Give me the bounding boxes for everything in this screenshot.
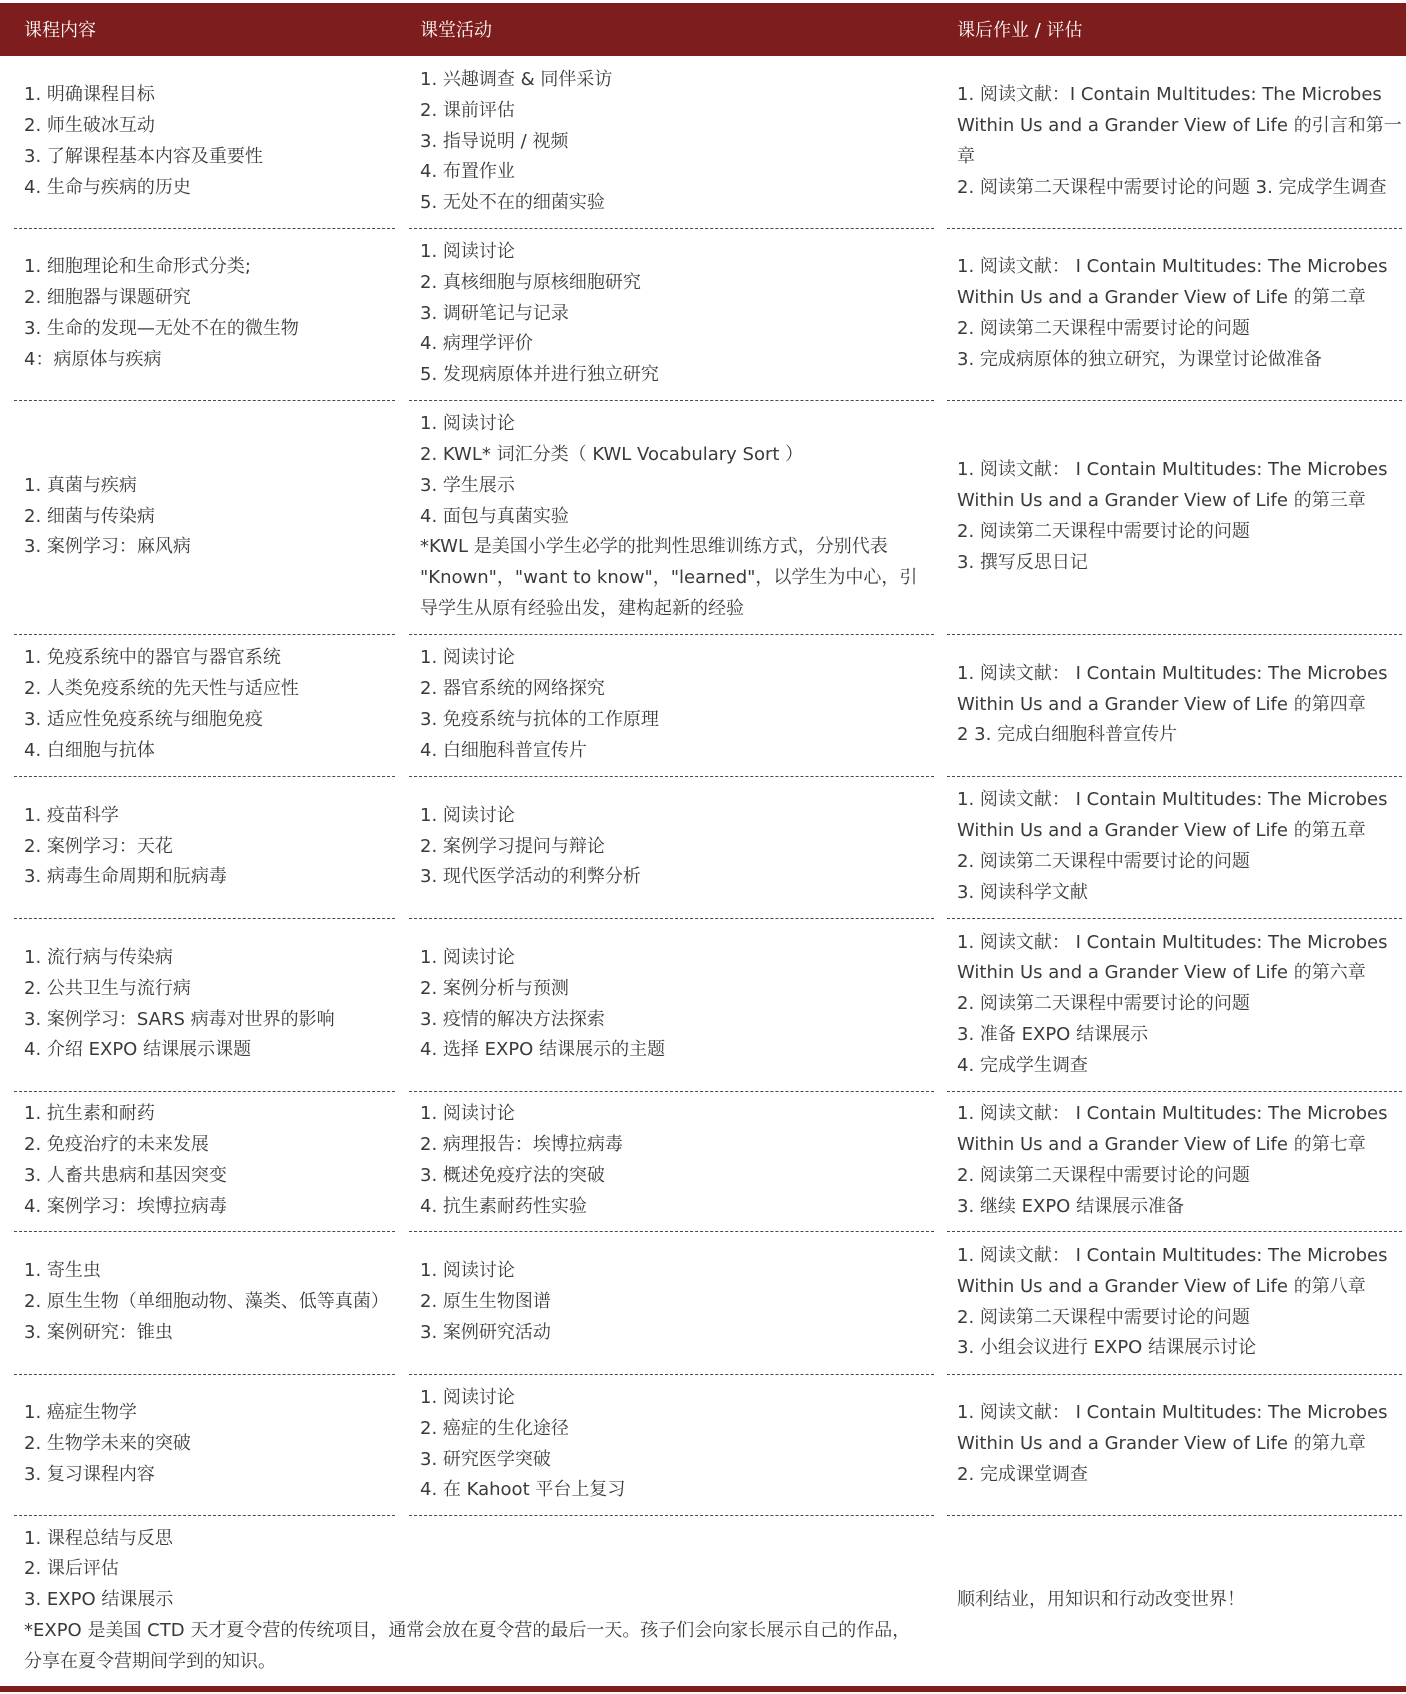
activities-cell	[420, 58, 940, 226]
cell-line: 4. 选择 EXPO 结课展示的主题	[420, 1039, 666, 1061]
cell-line: 3. 适应性免疫系统与细胞免疫	[24, 709, 263, 730]
content-cell	[24, 402, 404, 632]
cell-line: 3. 案例学习：麻风病	[24, 536, 191, 558]
cell-line: 4. 生命与疾病的历史	[24, 176, 191, 198]
row-separator	[947, 1374, 1402, 1375]
cell-line: 3. 病毒生命周期和朊病毒	[24, 866, 227, 888]
row-separator	[409, 918, 934, 919]
cell-line: 2. 案例学习提问与辩论	[420, 835, 605, 857]
cell-line: 2. 阅读第二天课程中需要讨论的问题	[957, 521, 1250, 542]
cell-line: 2. 免疫治疗的未来发展	[24, 1134, 209, 1156]
homework-cell	[957, 1093, 1397, 1229]
cell-line: 1. 阅读讨论	[420, 946, 515, 968]
cell-line: 4. 抗生素耐药性实验	[420, 1195, 587, 1217]
cell-line: 1. 课程总结与反思	[24, 1527, 173, 1549]
row-separator	[14, 1515, 395, 1516]
cell-line: 1. 阅读文献： I Contain Multitudes: The Microbes	[957, 459, 1388, 481]
cell-line: *EXPO 是美国 CTD 天才夏令营的传统项目，通常会放在夏令营的最后一天。孩子们会向家长展示自己的作品，	[24, 1619, 911, 1641]
cell-line: 1. 阅读文献： I Contain Multitudes: The Microbes	[957, 789, 1388, 811]
cell-line: 4. 案例学习：埃博拉病毒	[24, 1195, 227, 1217]
cell-line: 2. 原生生物图谱	[420, 1291, 551, 1313]
cell-line: Within Us and a Grander View of Life 的第三章	[957, 490, 1366, 512]
content-cell	[24, 1517, 911, 1684]
cell-line: 3. 免疫系统与抗体的工作原理	[420, 709, 659, 730]
cell-line: 2. 公共卫生与流行病	[24, 977, 191, 999]
cell-line: 1. 阅读文献： I Contain Multitudes: The Microbes	[957, 1103, 1388, 1125]
cell-line: 4. 在 Kahoot 平台上复习	[420, 1479, 626, 1501]
cell-line: 1. 流行病与传染病	[24, 946, 173, 968]
cell-line: "Known"，"want to know"，"learned"，以学生为中心，引	[420, 567, 918, 589]
cell-line: 2. 器官系统的网络探究	[420, 678, 605, 700]
cell-line: 1. 疫苗科学	[24, 804, 119, 826]
cell-line: 2. 原生生物（单细胞动物、藻类、低等真菌）	[24, 1291, 389, 1313]
cell-line: 2. 案例分析与预测	[420, 977, 569, 999]
cell-line: 1. 阅读讨论	[420, 647, 515, 669]
cell-line: 章	[957, 146, 975, 167]
cell-line: Within Us and a Grander View of Life 的引言和第一	[957, 115, 1402, 137]
header-homework: 课后作业 / 评估	[957, 20, 1083, 41]
cell-line: 3. 小组会议进行 EXPO 结课展示讨论	[957, 1337, 1257, 1359]
cell-line: 顺利结业，用知识和行动改变世界！	[957, 1589, 1245, 1611]
cell-line: 2. 阅读第二天课程中需要讨论的问题 3. 完成学生调查	[957, 176, 1387, 198]
cell-line: 2. 生物学未来的突破	[24, 1433, 191, 1455]
activities-cell	[420, 1093, 940, 1229]
row-separator	[409, 1231, 934, 1232]
table-header	[0, 3, 1406, 56]
cell-line: 分享在夏令营期间学到的知识。	[24, 1650, 276, 1672]
homework-cell	[957, 1517, 1397, 1684]
activities-cell	[420, 778, 940, 916]
cell-line: 4. 病理学评价	[420, 333, 533, 355]
activities-cell	[420, 1233, 940, 1372]
cell-line: 2. 完成课堂调查	[957, 1463, 1088, 1485]
cell-line: 1. 阅读讨论	[420, 804, 515, 826]
cell-line: 2. 案例学习：天花	[24, 835, 173, 857]
cell-line: 3. 撰写反思日记	[957, 551, 1088, 573]
cell-line: 2. 师生破冰互动	[24, 115, 155, 137]
row-separator	[409, 228, 934, 229]
row-separator	[14, 918, 395, 919]
cell-line: 3. 案例研究：锥虫	[24, 1321, 173, 1343]
cell-line: 2. 阅读第二天课程中需要讨论的问题	[957, 1165, 1250, 1186]
cell-line: 3. 案例研究活动	[420, 1321, 551, 1343]
cell-line: 5. 无处不在的细菌实验	[420, 192, 605, 214]
activities-cell	[420, 636, 940, 774]
homework-cell	[957, 58, 1402, 226]
cell-line: 3. EXPO 结课展示	[24, 1589, 174, 1611]
cell-line: 1. 真菌与疾病	[24, 474, 137, 496]
content-cell	[24, 58, 404, 226]
cell-line: 2. 真核细胞与原核细胞研究	[420, 271, 641, 293]
homework-cell	[957, 778, 1397, 916]
cell-line: 1. 阅读文献： I Contain Multitudes: The Microbes	[957, 662, 1388, 684]
cell-line: 2 3. 完成白细胞科普宣传片	[957, 724, 1178, 746]
cell-line: 3. 调研笔记与记录	[420, 302, 569, 324]
cell-line: 3. 准备 EXPO 结课展示	[957, 1023, 1149, 1045]
cell-line: 导学生从原有经验出发，建构起新的经验	[420, 597, 744, 619]
homework-cell	[957, 1376, 1397, 1513]
row-separator	[947, 634, 1402, 635]
cell-line: 1. 阅读讨论	[420, 413, 515, 435]
row-separator	[14, 400, 395, 401]
cell-line: 1. 抗生素和耐药	[24, 1103, 155, 1125]
activities-cell	[420, 402, 940, 632]
cell-line: Within Us and a Grander View of Life 的第九章	[957, 1433, 1366, 1455]
homework-cell	[957, 230, 1397, 398]
cell-line: 1. 阅读文献： I Contain Multitudes: The Microbes	[957, 1244, 1388, 1266]
cell-line: 1. 阅读讨论	[420, 1103, 515, 1125]
row-separator	[14, 776, 395, 777]
row-separator	[14, 1231, 395, 1232]
cell-line: 1. 明确课程目标	[24, 84, 155, 106]
row-separator	[14, 228, 395, 229]
bottom-rule	[0, 1686, 1406, 1692]
cell-line: 2. 课后评估	[24, 1558, 119, 1580]
row-separator	[947, 1515, 1402, 1516]
row-separator	[947, 400, 1402, 401]
activities-cell	[420, 920, 940, 1089]
cell-line: Within Us and a Grander View of Life 的第二章	[957, 287, 1366, 309]
content-cell	[24, 636, 404, 774]
row-separator	[409, 634, 934, 635]
row-separator	[409, 400, 934, 401]
cell-line: 4. 介绍 EXPO 结课展示课题	[24, 1039, 252, 1061]
content-cell	[24, 1376, 404, 1513]
content-cell	[24, 1093, 404, 1229]
row-separator	[409, 1374, 934, 1375]
cell-line: 1. 阅读讨论	[420, 241, 515, 262]
cell-line: 1. 阅读文献：I Contain Multitudes: The Microbes	[957, 84, 1382, 106]
cell-line: 2. 人类免疫系统的先天性与适应性	[24, 678, 299, 700]
cell-line: 1. 阅读文献： I Contain Multitudes: The Microbes	[957, 1402, 1388, 1424]
cell-line: 1. 兴趣调查 & 同伴采访	[420, 69, 613, 90]
cell-line: 1. 细胞理论和生命形式分类;	[24, 256, 251, 278]
homework-cell	[957, 920, 1397, 1089]
cell-line: 4. 白细胞科普宣传片	[420, 739, 587, 761]
cell-line: 3. 了解课程基本内容及重要性	[24, 146, 263, 167]
row-separator	[947, 1231, 1402, 1232]
row-separator	[409, 776, 934, 777]
row-separator	[14, 634, 395, 635]
cell-line: 2. 阅读第二天课程中需要讨论的问题	[957, 318, 1250, 339]
row-separator	[947, 1091, 1402, 1092]
cell-line: 1. 阅读讨论	[420, 1260, 515, 1282]
cell-line: Within Us and a Grander View of Life 的第七章	[957, 1134, 1366, 1156]
cell-line: 3. 复习课程内容	[24, 1463, 155, 1485]
cell-line: 1. 阅读文献： I Contain Multitudes: The Microbes	[957, 256, 1388, 278]
activities-cell	[420, 1376, 940, 1513]
row-separator	[409, 1091, 934, 1092]
cell-line: 3. 继续 EXPO 结课展示准备	[957, 1195, 1185, 1217]
cell-line: 3. 人畜共患病和基因突变	[24, 1165, 227, 1186]
cell-line: 3. 案例学习：SARS 病毒对世界的影响	[24, 1008, 335, 1030]
cell-line: 4. 完成学生调查	[957, 1054, 1088, 1076]
cell-line: 2. 阅读第二天课程中需要讨论的问题	[957, 993, 1250, 1015]
row-separator	[947, 918, 1402, 919]
content-cell	[24, 1233, 404, 1372]
row-separator	[947, 228, 1402, 229]
cell-line: 3. 疫情的解决方法探索	[420, 1008, 605, 1030]
cell-line: *KWL 是美国小学生必学的批判性思维训练方式，分别代表	[420, 536, 888, 558]
cell-line: 1. 免疫系统中的器官与器官系统	[24, 647, 281, 669]
cell-line: 3. 阅读科学文献	[957, 881, 1088, 903]
cell-line: Within Us and a Grander View of Life 的第五章	[957, 820, 1366, 842]
cell-line: 1. 寄生虫	[24, 1260, 101, 1282]
cell-line: 3. 学生展示	[420, 474, 515, 496]
cell-line: 4. 白细胞与抗体	[24, 739, 155, 761]
cell-line: 2. 癌症的生化途径	[420, 1417, 569, 1439]
cell-line: 4. 布置作业	[420, 161, 515, 183]
cell-line: 4：病原体与疾病	[24, 348, 162, 370]
cell-line: 4. 面包与真菌实验	[420, 505, 569, 527]
content-cell	[24, 920, 404, 1089]
cell-line: Within Us and a Grander View of Life 的第四章	[957, 693, 1366, 715]
cell-line: 2. 阅读第二天课程中需要讨论的问题	[957, 1306, 1250, 1328]
cell-line: Within Us and a Grander View of Life 的第八章	[957, 1275, 1366, 1297]
cell-line: 1. 阅读文献： I Contain Multitudes: The Microbes	[957, 931, 1388, 953]
cell-line: 2. 阅读第二天课程中需要讨论的问题	[957, 851, 1250, 872]
header-course-content: 课程内容	[24, 20, 96, 41]
homework-cell	[957, 402, 1397, 632]
cell-line: 2. 课前评估	[420, 99, 515, 121]
cell-line: 3. 研究医学突破	[420, 1448, 551, 1470]
cell-line: 1. 癌症生物学	[24, 1402, 137, 1424]
cell-line: 2. 病理报告：埃博拉病毒	[420, 1134, 623, 1156]
homework-cell	[957, 636, 1397, 774]
row-separator	[14, 1091, 395, 1092]
content-cell	[24, 778, 404, 916]
header-class-activities: 课堂活动	[420, 20, 492, 41]
cell-line: 2. 细胞器与课题研究	[24, 287, 191, 309]
row-separator	[947, 776, 1402, 777]
row-separator	[14, 1374, 395, 1375]
cell-line: 5. 发现病原体并进行独立研究	[420, 364, 659, 386]
cell-line: 1. 阅读讨论	[420, 1386, 515, 1408]
cell-line: 3. 概述免疫疗法的突破	[420, 1165, 605, 1186]
cell-line: 3. 生命的发现—无处不在的微生物	[24, 318, 299, 339]
cell-line: Within Us and a Grander View of Life 的第六章	[957, 962, 1366, 984]
cell-line: 2. KWL* 词汇分类（ KWL Vocabulary Sort ）	[420, 444, 804, 465]
homework-cell	[957, 1233, 1397, 1372]
cell-line: 3. 指导说明 / 视频	[420, 130, 569, 152]
cell-line: 3. 现代医学活动的利弊分析	[420, 866, 641, 888]
content-cell	[24, 230, 404, 398]
cell-line: 3. 完成病原体的独立研究，为课堂讨论做准备	[957, 348, 1322, 370]
activities-cell	[420, 230, 940, 398]
row-separator	[409, 1515, 934, 1516]
cell-line: 2. 细菌与传染病	[24, 505, 155, 527]
